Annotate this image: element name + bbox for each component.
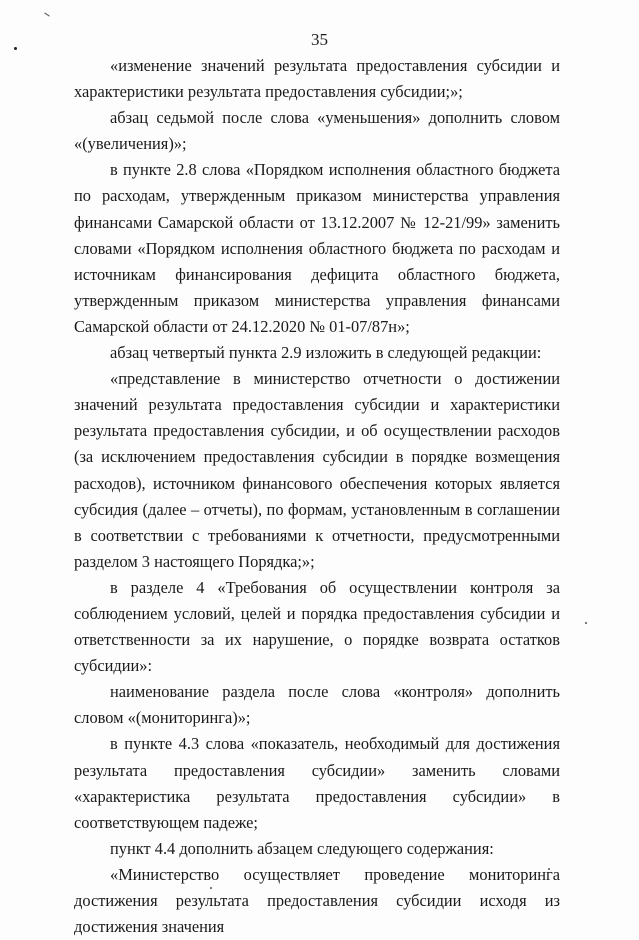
scan-speck: [585, 622, 587, 624]
paragraph: пункт 4.4 дополнить абзацем следующего содержания:: [110, 838, 494, 858]
paragraph: абзац четвертый пункта 2.9 изложить в следующей редакции:: [110, 343, 542, 363]
paragraph: в пункте 4.3 слова «показатель, необходимый для достижения результата предоставления субсидии» заменить словами «характеристика результата предоставления субсидии» в соответствующем падеже;: [74, 734, 560, 832]
paragraph: «Министерство осуществляет проведение мониторинга достижения результата предоставления субсидии исходя из достижения значения: [74, 864, 560, 937]
paragraph: в разделе 4 «Требования об осуществлении контроля за соблюдением условий, целей и порядка предоставления субсидии и ответственности за их нарушение, о порядке возврата остатков субсидии»:: [74, 577, 560, 676]
paragraph: наименование раздела после слова «контроля» дополнить словом «(мониторинга)»;: [74, 682, 560, 728]
paragraph: «изменение значений результата предоставления субсидии и характеристики результата предоставления субсидии;»;: [74, 56, 560, 102]
paragraph: абзац седьмой после слова «уменьшения» дополнить словом «(увеличения)»;: [74, 108, 560, 154]
paragraph: в пункте 2.8 слова «Порядком исполнения областного бюджета по расходам, утвержденным приказом министерства управления финансами Самарской области от 13.12.2007 № 12-21/99» заменить словами «Порядком исполнения областного бюджета по расходам и источникам финансирования дефицита областного бюджета, утвержденным приказом министерства управления финансами Самарской области от 24.12.2020 № 01-07/87н»;: [74, 160, 560, 336]
page-number: 35: [311, 30, 328, 49]
document-body: [74, 53, 560, 940]
paragraph: «представление в министерство отчетности о достижении значений результата предоставления субсидии и характеристики результата предоставления субсидии, и об осуществлении расходов (за исключением предоставления субсидии в порядке возмещения расходов), источником финансового обеспечения которых является субсидия (далее – отчеты), по формам, установленным в соглашении в соответствии с требованиями к отчетности, предусмотренными разделом 3 настоящего Порядка;»;: [74, 369, 560, 571]
scan-mark: [44, 12, 49, 16]
